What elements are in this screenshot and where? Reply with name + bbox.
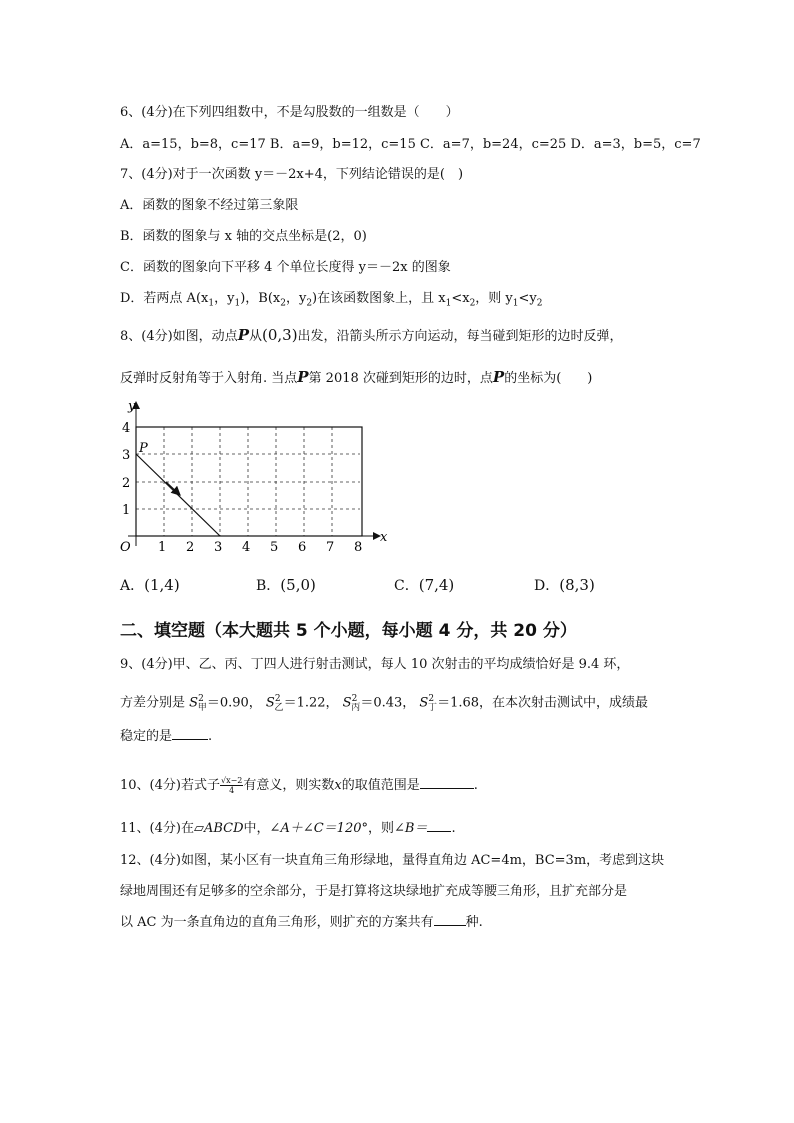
origin-label: O — [120, 540, 131, 555]
q8-option-b: B．(5,0) — [256, 576, 316, 594]
q6-stem: 6、(4分)在下列四组数中，不是勾股数的一组数是（ ） — [120, 105, 459, 120]
motion-path — [136, 454, 220, 536]
x-axis-label: x — [380, 530, 388, 545]
q8-figure — [108, 396, 398, 558]
y-tick: 2 — [122, 476, 131, 491]
q7-stem: 7、(4分)对于一次函数 y＝－2x+4，下列结论错误的是( ) — [120, 167, 464, 182]
rectangle — [136, 427, 362, 536]
x-tick: 1 — [158, 540, 167, 555]
x-tick: 7 — [326, 540, 335, 555]
q7-option-d: D．若两点 $A(x_1$，$y_1$)，$B(x_2$，$y_2$)在该函数图象上，且 $x_1<x_2$，则 $y_1<y_2$ — [120, 291, 543, 309]
x-tick: 4 — [242, 540, 251, 555]
y-tick: 1 — [122, 503, 131, 518]
q12-line3: 以 AC 为一条直角边的直角三角形，则扩充的方案共有 种. — [120, 915, 483, 930]
q8-option-a: A．(1,4) — [120, 576, 180, 594]
q6-options: A．a=15，b=8，c=17 B．a=9，b=12，c=15 C．a=7，b=24，c=25 D．a=3，b=5，c=7 — [120, 137, 701, 152]
q8-stem-line2: 反弹时反射角等于入射角. 当点P第 2018 次碰到矩形的边时，点P的坐标为( ) — [120, 368, 593, 386]
q7-option-b: B．函数的图象与 x 轴的交点坐标是(2，0) — [120, 229, 367, 244]
q8-option-d: D．(8,3) — [534, 576, 595, 594]
q12-answer-blank — [434, 925, 466, 926]
q12-line2: 绿地周围还有足够多的空余部分，于是打算将这块绿地扩充成等腰三角形，且扩充部分是 — [120, 884, 628, 899]
x-tick: 8 — [354, 540, 363, 555]
x-tick: 3 — [214, 540, 223, 555]
q10-line: 10、(4分)若式子 $\frac{√x-2}{4}$ 有意义，则实数x的取值范围是 . — [120, 776, 478, 795]
q12-line1: 12、(4分)如图，某小区有一块直角三角形绿地，量得直角边 AC=4m，BC=3m，考虑到这块 — [120, 853, 665, 868]
q8-options — [120, 576, 595, 595]
q7-option-a: A．函数的图象不经过第三象限 — [120, 198, 299, 213]
q8-option-c: C．(7,4) — [394, 576, 455, 594]
q10-fraction: $\frac{√x-2}{4}$ — [220, 776, 243, 795]
section-2-title: 二、填空题（本大题共 5 个小题，每小题 4 分，共 20 分） — [120, 621, 577, 641]
x-tick: 2 — [186, 540, 195, 555]
q9-line2: 方差分别是 $S^2_甲=0.90$， $S^2_乙=1.22$， $S^2_丙=0.43$， $S^2_丁=1.68$，在本次射击测试中，成绩最 — [120, 694, 649, 713]
point-p-label: P — [139, 441, 148, 456]
q9-line3: 稳定的是 . — [120, 729, 213, 744]
q9-answer-blank — [172, 739, 208, 740]
q11-line: 11、(4分)在▱ABCD中，∠A＋∠C＝120°，则∠B＝ . — [120, 821, 456, 836]
q9-line1: 9、(4分)甲、乙、丙、丁四人进行射击测试，每人 10 次射击的平均成绩恰好是 9.4 环， — [120, 657, 630, 672]
q11-answer-blank — [427, 831, 451, 832]
y-tick: 4 — [122, 421, 131, 436]
x-tick: 5 — [270, 540, 279, 555]
q7-option-c: C．函数的图象向下平移 4 个单位长度得 y＝－2x 的图象 — [120, 260, 451, 275]
q10-answer-blank — [420, 788, 474, 789]
motion-arrow — [166, 482, 180, 495]
x-tick: 6 — [298, 540, 307, 555]
y-tick: 3 — [122, 448, 131, 463]
grid — [136, 427, 360, 536]
q8-stem-line1: 8、(4分)如图，动点P从(0,3)出发，沿箭头所示方向运动，每当碰到矩形的边时反弹， — [120, 326, 623, 344]
y-axis-label: y — [128, 399, 136, 414]
